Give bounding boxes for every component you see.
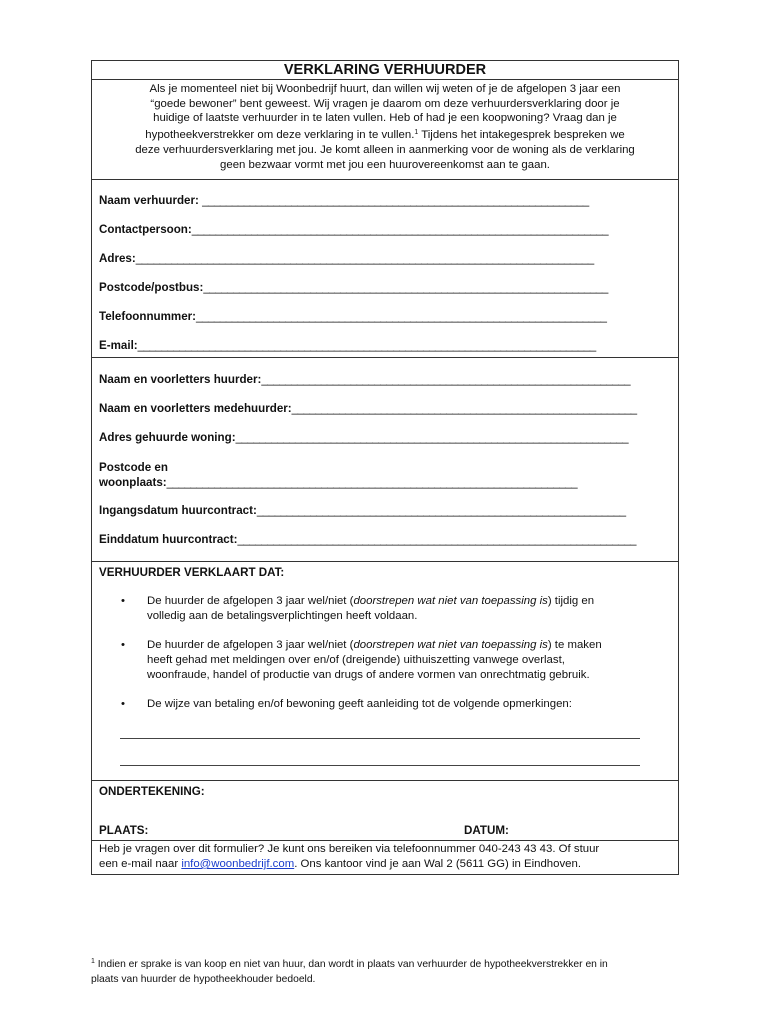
address-field[interactable] [99, 252, 667, 265]
remarks-line-2[interactable] [120, 765, 640, 766]
field-line: __________________________________________________________ [291, 402, 637, 415]
item-emphasis: doorstrepen wat niet van toepassing is [353, 639, 548, 651]
item-text: heeft gehad met meldingen over en/of (dreigende) uithuiszetting vanwege overlast, [147, 654, 565, 666]
contact-person-field[interactable] [99, 223, 671, 236]
declaration-heading: VERHUURDER VERKLAART DAT: [99, 566, 285, 579]
field-label: Naam verhuurder: [99, 194, 203, 207]
tenant-section [92, 358, 678, 562]
footnote [91, 954, 691, 987]
intro-line: Als je momenteel niet bij Woonbedrijf huurt, dan willen wij weten of je de afgelopen 3 jaar een [149, 83, 621, 95]
field-line: _____________________________________________________________________________ [135, 252, 594, 265]
intro-line: “goede bewoner” bent geweest. Wij vragen je daarom om deze verhuurdersverklaring door je [150, 97, 620, 110]
field-line: ____________________________________________________________________ [203, 281, 608, 294]
place-label[interactable]: PLAATS: [99, 824, 149, 837]
intro-paragraph [92, 80, 678, 180]
contact-line: Heb je vragen over dit formulier? Je kunt ons bereiken via telefoonnummer 040-243 43 43. Of stuur [99, 843, 600, 855]
item-text: De huurder de afgelopen 3 jaar wel/niet ( [147, 639, 354, 651]
contact-line [99, 857, 675, 872]
item-text: De huurder de afgelopen 3 jaar wel/niet ( [147, 595, 354, 607]
field-line: _____________________________________________________________________ [196, 310, 607, 323]
intro-line: geen bezwaar vormt met jou een huurovereenkomst aan te gaan. [220, 158, 550, 171]
declaration-form [91, 60, 679, 875]
contact-text-part: . Ons kantoor vind je aan Wal 2 (5611 GG) in Eindhoven. [294, 858, 582, 870]
tenant-name-field[interactable] [99, 373, 671, 386]
signature-heading: ONDERTEKENING: [99, 785, 205, 798]
landlord-section [92, 180, 678, 358]
item-emphasis: doorstrepen wat niet van toepassing is [353, 595, 548, 607]
field-label: Adres gehuurde woning: [99, 431, 236, 444]
date-label[interactable]: DATUM: [464, 824, 509, 837]
item-text: woonfraude, handel of productie van drugs of andere vormen van onrechtmatig gebruik. [147, 669, 590, 681]
signature-section [92, 781, 678, 841]
field-label: Postcode/postbus: [99, 281, 204, 294]
footnote-line: plaats van huurder de hypotheekhouder bedoeld. [91, 974, 316, 985]
contact-text [99, 842, 675, 872]
field-line: __________________________________________________________________ [235, 431, 629, 444]
field-label: Einddatum huurcontract: [99, 533, 238, 546]
phone-field[interactable] [99, 310, 663, 323]
footnote-line [91, 954, 691, 972]
field-label: Contactpersoon: [99, 223, 192, 236]
form-title: VERKLARING VERHUURDER [92, 61, 678, 80]
start-date-field[interactable] [99, 504, 673, 517]
field-label: Naam en voorletters huurder: [99, 373, 262, 386]
end-date-field[interactable] [99, 533, 673, 546]
landlord-name-field[interactable] [99, 194, 669, 207]
contact-text-part: een e-mail naar [99, 858, 182, 870]
intro-line: huidige of laatste verhuurder in te laten vullen. Heb of had je een koopwoning? Vraag dan je [153, 112, 617, 125]
field-line: _____________________________________________________________________________ [137, 339, 596, 352]
bullet-icon: • [121, 639, 125, 651]
field-line: ______________________________________________________________ [256, 504, 626, 517]
item-text: De wijze van betaling en/of bewoning geeft aanleiding tot de volgende opmerkingen: [147, 698, 572, 710]
field-label: E-mail: [99, 339, 138, 352]
field-line: _____________________________________________________________________ [166, 476, 578, 489]
email-link[interactable]: info@woonbedrijf.com [181, 858, 295, 870]
footnote-text: Indien er sprake is van koop en niet van huur, dan wordt in plaats van verhuurder de hypotheekverstrekker en in [94, 959, 608, 970]
field-label: Telefoonnummer: [99, 310, 197, 323]
field-line: ______________________________________________________________________ [191, 223, 609, 236]
postcode-city-field[interactable] [99, 460, 599, 490]
item-text: volledig aan de betalingsverplichtingen heeft voldaan. [147, 610, 418, 622]
item-text: ) te maken [547, 639, 602, 651]
field-label: Ingangsdatum huurcontract: [99, 504, 257, 517]
intro-text: hypotheekverstrekker om deze verklaring in te vullen. [145, 129, 415, 142]
co-tenant-name-field[interactable] [99, 402, 669, 415]
intro-line [100, 126, 670, 143]
rented-address-field[interactable] [99, 431, 671, 444]
item-text: ) tijdig en [547, 595, 595, 607]
intro-line: deze verhuurdersverklaring met jou. Je komt alleen in aanmerking voor de woning als de verklaring [135, 143, 635, 156]
field-label: Adres: [99, 252, 136, 265]
field-label: woonplaats: [99, 476, 167, 489]
postcode-postbus-field[interactable] [99, 281, 665, 294]
bullet-icon: • [121, 595, 125, 607]
field-line: ______________________________________________________________ [261, 373, 631, 386]
field-label: Postcode en [99, 461, 168, 474]
bullet-icon: • [121, 698, 125, 710]
field-line: ___________________________________________________________________ [237, 533, 636, 546]
footnote-ref: 1 [414, 129, 419, 137]
field-label: Naam en voorletters medehuurder: [99, 402, 292, 415]
footnote-marker: 1 [91, 958, 95, 965]
remarks-line-1[interactable] [120, 738, 640, 739]
email-field[interactable] [99, 339, 669, 352]
intro-text: Tijdens het intakegesprek bespreken we [418, 129, 625, 142]
contact-section [92, 841, 678, 874]
field-line: _________________________________________________________________ [202, 194, 589, 207]
declaration-section [92, 562, 678, 781]
